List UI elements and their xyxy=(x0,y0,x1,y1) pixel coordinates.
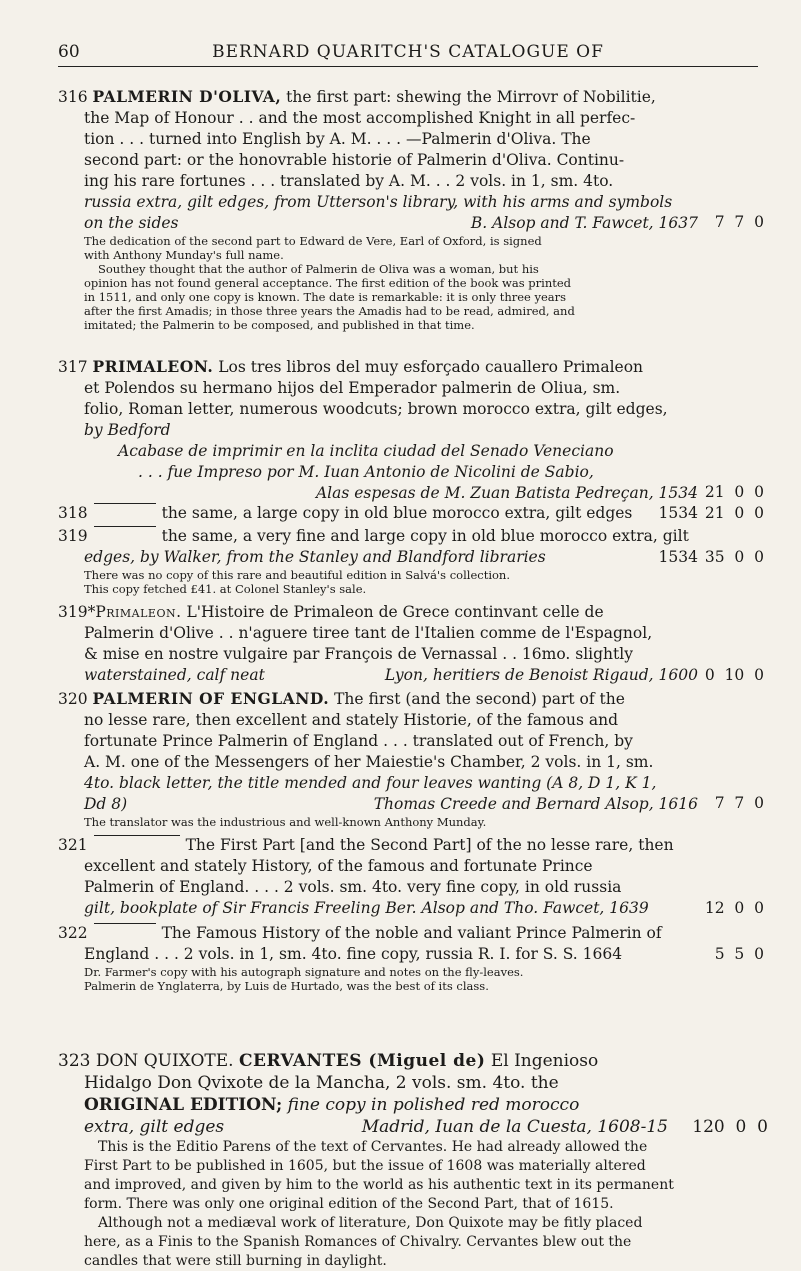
entry-note: Palmerin de Ynglaterra, by Luis de Hurtado, was the best of its class. xyxy=(84,979,489,993)
entry-number: 321 xyxy=(58,836,88,854)
ditto-rule xyxy=(94,835,180,856)
entry-line: A. M. one of the Messengers of her Maiestie's Chamber, 2 vols. in 1, sm. xyxy=(84,753,654,771)
catalogue-entry-319 xyxy=(58,526,764,596)
entry-line: waterstained, calf neat xyxy=(84,666,265,684)
entry-heading: PRIMALEON. xyxy=(92,357,214,376)
entry-note: The dedication of the second part to Edward de Vere, Earl of Oxford, is signed xyxy=(84,234,542,248)
entry-line: The Famous History of the noble and valiant Prince Palmerin of xyxy=(161,924,662,942)
ditto-rule xyxy=(94,526,156,547)
entry-line: by Bedford xyxy=(84,421,171,439)
edition-label: ORIGINAL EDITION; xyxy=(84,1095,283,1115)
entry-note: There was no copy of this rare and beautiful edition in Salvá's collection. xyxy=(84,568,510,582)
entry-note: This is the Editio Parens of the text of Cervantes. He had already allowed the First Part to be published in 1605, but the issue of 1608 was materially altered and improved, and given by him to the world as his authentic text in its permanent form. There was only one original edition of the Second Part, that of 1615. xyxy=(84,1139,674,1212)
entry-line: ing his rare fortunes . . . translated by A. M. . . 2 vols. in 1, sm. 4to. xyxy=(84,172,614,190)
entry-line: the same, a very fine and large copy in old blue morocco extra, gilt xyxy=(161,527,689,545)
price: 12 0 0 xyxy=(704,899,764,917)
entry-line: Palmerin of England. . . . 2 vols. sm. 4to. very fine copy, in old russia xyxy=(84,878,622,896)
entry-line: the Map of Honour . . and the most accomplished Knight in all perfec- xyxy=(84,109,636,127)
entry-line: The first (and the second) part of the xyxy=(334,690,625,708)
entry-heading: DON QUIXOTE. xyxy=(95,1051,234,1071)
imprint: B. Alsop and T. Fawcet, 1637 xyxy=(470,214,698,232)
entry-line: 4to. black letter, the title mended and four leaves wanting (A 8, D 1, K 1, xyxy=(84,774,657,792)
entry-line: Palmerin d'Olive . . n'aguere tiree tant de l'Italien comme de l'Espagnol, xyxy=(84,624,653,642)
entry-line: Hidalgo Don Qvixote de la Mancha, 2 vols. sm. 4to. the xyxy=(84,1073,559,1093)
catalogue-entry-316 xyxy=(58,86,764,332)
entry-line: the first part: shewing the Mirrovr of Nobilitie, xyxy=(286,88,656,106)
imprint: Madrid, Iuan de la Cuesta, 1608-15 xyxy=(361,1117,668,1137)
catalogue-entry-319-star xyxy=(58,602,764,686)
entry-line: folio, Roman letter, numerous woodcuts; brown morocco extra, gilt edges, xyxy=(84,400,668,418)
ditto-rule xyxy=(94,503,156,524)
running-title: BERNARD QUARITCH'S CATALOGUE OF xyxy=(212,42,604,62)
entry-line: Los tres libros del muy esforçado cauallero Primaleon xyxy=(218,358,644,376)
entry-line: fortunate Prince Palmerin of England . . . translated out of French, by xyxy=(84,732,633,750)
price: 7 7 0 xyxy=(714,794,764,812)
catalogue-entry-318 xyxy=(58,503,764,524)
entry-note: Dr. Farmer's copy with his autograph signature and notes on the fly-leaves. xyxy=(84,965,524,979)
entry-note: Southey thought that the author of Palmerin de Oliva was a woman, but his xyxy=(98,262,539,276)
price: 5 5 0 xyxy=(714,945,764,963)
price: 7 7 0 xyxy=(714,213,764,231)
entry-number: 322 xyxy=(58,924,88,942)
entry-number: 316 xyxy=(58,88,88,106)
entry-line: El Ingenioso xyxy=(490,1051,599,1071)
ditto-rule xyxy=(94,923,156,944)
entry-note: imitated; the Palmerin to be composed, and published in that time. xyxy=(84,318,475,332)
entry-line: fine copy in polished red morocco xyxy=(287,1095,580,1115)
catalogue-entry-323 xyxy=(58,1050,768,1271)
entry-note: after the first Amadis; in those three years the Amadis had to be read, admired, and xyxy=(84,304,575,318)
price: 120 0 0 xyxy=(692,1117,768,1137)
entry-line: the same, a large copy in old blue morocco extra, gilt edges xyxy=(161,504,633,522)
entry-line: edges, by Walker, from the Stanley and Blandford libraries xyxy=(84,548,546,566)
entry-line: The First Part [and the Second Part] of the no lesse rare, then xyxy=(185,836,674,854)
catalogue-entry-317 xyxy=(58,356,764,504)
imprint: Acabase de imprimir en la inclita ciudad del Senado Veneciano xyxy=(118,442,614,460)
entry-note: with Anthony Munday's full name. xyxy=(84,248,284,262)
entry-line: on the sides xyxy=(84,214,179,232)
entry-line: no lesse rare, then excellent and stately Historie, of the famous and xyxy=(84,711,619,729)
entry-number: 317 xyxy=(58,358,88,376)
entry-note: opinion has not found general acceptance. The first edition of the book was printed xyxy=(84,276,572,290)
page-number: 60 xyxy=(58,42,80,62)
imprint: Lyon, heritiers de Benoist Rigaud, 1600 xyxy=(384,666,698,684)
author-heading: CERVANTES (Miguel de) xyxy=(238,1051,486,1071)
entry-note: The translator was the industrious and well-known Anthony Munday. xyxy=(84,815,487,829)
entry-line: extra, gilt edges xyxy=(84,1117,225,1137)
price: 21 0 0 xyxy=(704,504,764,522)
entry-line: & mise en nostre vulgaire par François de Vernassal . . 16mo. slightly xyxy=(84,645,633,663)
catalogue-entry-321 xyxy=(58,835,764,919)
entry-number: 318 xyxy=(58,504,88,522)
entry-number: 319* xyxy=(58,603,96,621)
imprint: Thomas Creede and Bernard Alsop, 1616 xyxy=(373,795,698,813)
entry-note: in 1511, and only one copy is known. The date is remarkable: it is only three years xyxy=(84,290,567,304)
imprint-year: 1534 xyxy=(658,504,698,522)
entry-note: Although not a mediæval work of literature, Don Quixote may be fitly placed here, as a Finis to the Spanish Romances of Chivalry. Cervantes blew out the candles that were still burning in daylight. xyxy=(84,1215,643,1269)
entry-line: second part: or the honovrable historie of Palmerin d'Oliva. Continu- xyxy=(84,151,625,169)
entry-line: L'Histoire de Primaleon de Grece continvant celle de xyxy=(186,603,604,621)
entry-number: 319 xyxy=(58,527,88,545)
entry-line: excellent and stately History, of the famous and fortunate Prince xyxy=(84,857,593,875)
catalogue-entry-322 xyxy=(58,923,764,993)
price: 0 10 0 xyxy=(704,666,764,684)
price: 21 0 0 xyxy=(704,483,764,501)
imprint-year: 1534 xyxy=(658,548,698,566)
entry-number: 320 xyxy=(58,690,88,708)
entry-heading: Primaleon. xyxy=(95,603,182,621)
entry-line: russia extra, gilt edges, from Utterson's library, with his arms and symbols xyxy=(84,193,673,211)
page-header xyxy=(58,40,758,67)
catalogue-entry-320 xyxy=(58,688,764,829)
entry-heading: PALMERIN OF ENGLAND. xyxy=(92,689,330,708)
entry-line: et Polendos su hermano hijos del Emperador palmerin de Oliua, sm. xyxy=(84,379,621,397)
entry-note: This copy fetched £41. at Colonel Stanley's sale. xyxy=(84,582,367,596)
imprint: Alas espesas de M. Zuan Batista Pedreçan, 1534 xyxy=(315,484,698,502)
entry-number: 323 xyxy=(58,1051,91,1071)
entry-line: England . . . 2 vols. in 1, sm. 4to. fine copy, russia R. I. for S. S. 1664 xyxy=(84,945,623,963)
imprint: . . . fue Impreso por M. Iuan Antonio de Nicolini de Sabio, xyxy=(138,463,594,481)
entry-line: gilt, bookplate of Sir Francis Freeling Ber. Alsop and Tho. Fawcet, 1639 xyxy=(84,899,649,917)
entry-heading: PALMERIN D'OLIVA, xyxy=(92,87,282,106)
price: 35 0 0 xyxy=(704,548,764,566)
entry-line: Dd 8) xyxy=(84,795,128,813)
entry-line: tion . . . turned into English by A. M. . . . —Palmerin d'Oliva. The xyxy=(84,130,591,148)
